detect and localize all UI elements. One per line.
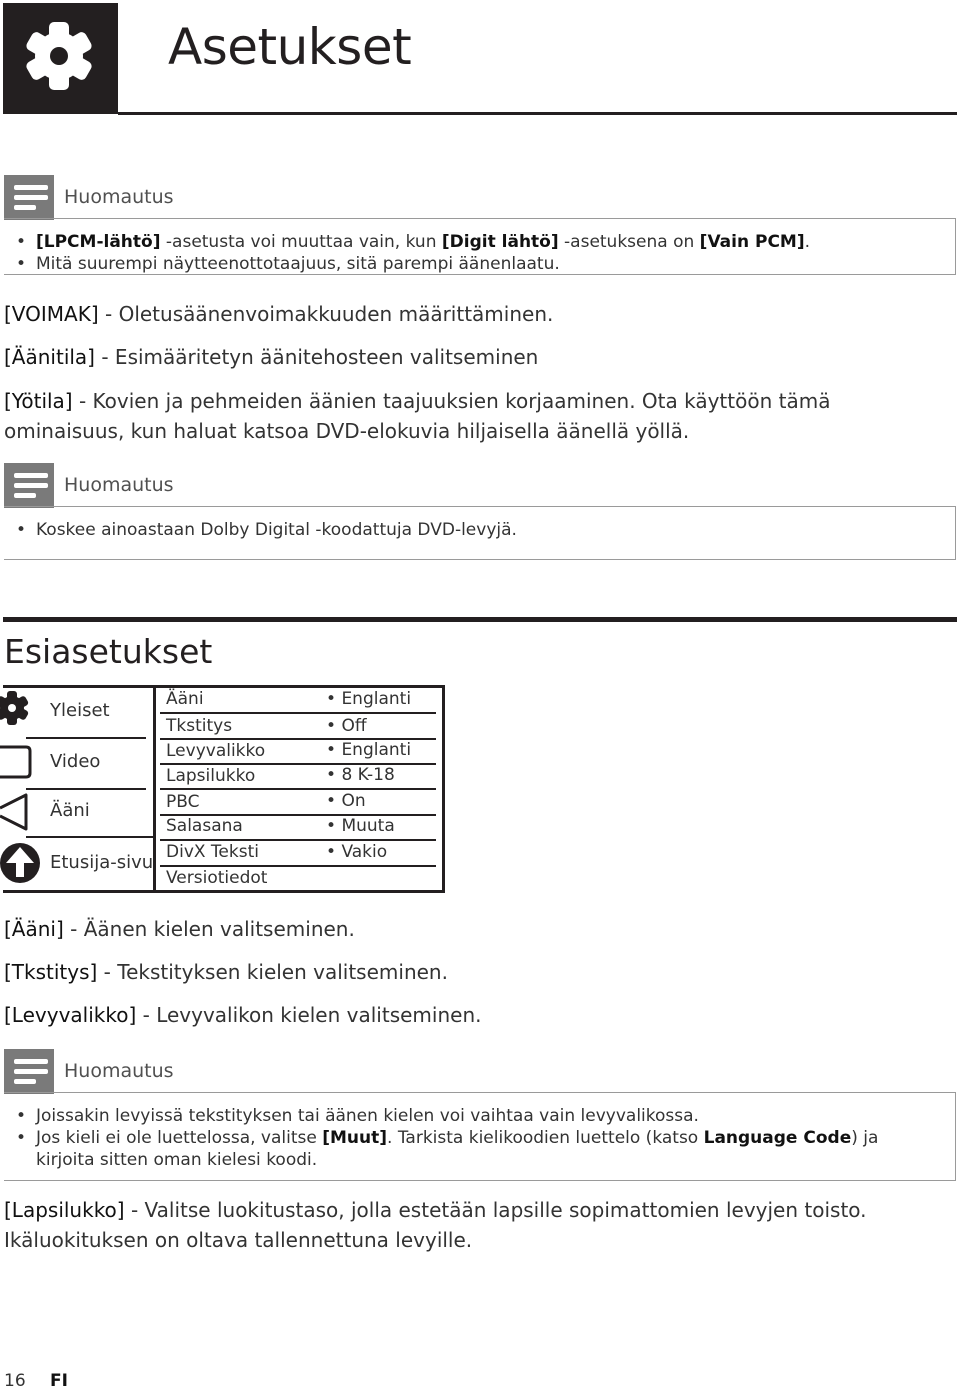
note-label: Huomautus <box>64 186 174 208</box>
note-list <box>4 231 944 275</box>
body-text: Koskee ainoastaan Dolby Digital -koodattuja DVD-levyjä. <box>36 520 517 540</box>
body-text: . <box>804 232 811 252</box>
tab-yleiset[interactable]: Yleiset <box>50 700 110 721</box>
menu-value: • Englanti <box>326 740 412 760</box>
body-text: -asetuksena on <box>558 232 700 252</box>
menu-separator <box>160 839 436 841</box>
list-item <box>4 1105 934 1127</box>
menu-item-aani[interactable]: Ääni <box>166 689 204 709</box>
list-item <box>4 253 944 275</box>
tab-etusija-sivu[interactable]: Etusija-sivu <box>50 852 154 873</box>
screen-icon <box>0 743 34 783</box>
page-number: 16 <box>4 1371 26 1391</box>
paragraph-tkstitys: [Tkstitys] - Tekstityksen kielen valitseminen. <box>4 960 448 984</box>
emphasis-text: [Vain PCM] <box>699 232 805 252</box>
menu-item-levyvalikko[interactable]: Levyvalikko <box>166 741 266 761</box>
tab-video[interactable]: Video <box>50 751 101 772</box>
section-rule <box>3 617 957 622</box>
menu-separator <box>160 788 436 790</box>
body-text: -asetusta voi muuttaa vain, kun <box>160 232 442 252</box>
paragraph-aanitila: [Äänitila] - Esimääritetyn äänitehosteen valitseminen <box>4 345 539 369</box>
note-list <box>4 519 944 541</box>
emphasis-text: Language Code <box>703 1128 852 1148</box>
speaker-icon <box>0 792 34 832</box>
body-text: Joissakin levyissä tekstityksen tai äänen kielen voi vaihtaa vain levyvalikossa. <box>36 1106 699 1126</box>
menu-value: • Off <box>326 716 367 736</box>
menu-divider <box>153 685 156 893</box>
body-text: Jos kieli ei ole luettelossa, valitse <box>36 1128 323 1148</box>
paragraph-lapsilukko: [Lapsilukko] - Valitse luokitustaso, jolla estetään lapsille sopimattomien levyjen toisto. Ikäluokituksen on oltava tallennettuna levyille. <box>4 1198 867 1252</box>
section-title: Esiasetukset <box>4 632 213 671</box>
paragraph-aani: [Ääni] - Äänen kielen valitseminen. <box>4 917 355 941</box>
list-item <box>4 519 944 541</box>
note-label: Huomautus <box>64 474 174 496</box>
note-label: Huomautus <box>64 1060 174 1082</box>
menu-value: • On <box>326 791 366 811</box>
emphasis-text: [Muut] <box>322 1128 388 1148</box>
note-icon <box>4 175 54 220</box>
language-code: FI <box>50 1371 68 1391</box>
gear-icon <box>3 3 118 114</box>
body-text: Mitä suurempi näytteenottotaajuus, sitä parempi äänenlaatu. <box>36 254 560 274</box>
menu-item-lapsilukko[interactable]: Lapsilukko <box>166 766 256 786</box>
menu-item-tkstitys[interactable]: Tkstitys <box>166 716 233 736</box>
tab-aani[interactable]: Ääni <box>50 800 90 821</box>
tab-separator <box>26 788 146 790</box>
menu-item-divx-teksti[interactable]: DivX Teksti <box>166 842 259 862</box>
list-item <box>4 1127 934 1171</box>
menu-separator <box>160 712 436 714</box>
tab-separator <box>26 836 154 838</box>
page-title: Asetukset <box>168 18 412 76</box>
list-item <box>4 231 944 253</box>
note-icon <box>4 1049 54 1094</box>
header-icon-box <box>3 3 118 114</box>
menu-item-pbc[interactable]: PBC <box>166 792 200 812</box>
gear-icon <box>0 688 34 728</box>
menu-value: • Muuta <box>326 816 395 836</box>
paragraph-voimak: [VOIMAK] - Oletusäänenvoimakkuuden määrittäminen. <box>4 302 554 326</box>
menu-value: • Englanti <box>326 689 412 709</box>
emphasis-text: [LPCM-lähtö] <box>36 232 161 252</box>
menu-value: • Vakio <box>326 842 388 862</box>
emphasis-text: [Digit lähtö] <box>441 232 559 252</box>
note-icon <box>4 463 54 508</box>
paragraph-yotila: [Yötila] - Kovien ja pehmeiden äänien taajuuksien korjaaminen. Ota käyttöön tämä ominaisuus, kun haluat katsoa DVD-elokuvia hiljaisella äänellä yöllä. <box>4 389 831 443</box>
paragraph-levyvalikko: [Levyvalikko] - Levyvalikon kielen valitseminen. <box>4 1003 482 1027</box>
body-text: . Tarkista kielikoodien luettelo (katso <box>387 1128 704 1148</box>
body-text: ) ja kirjoita sitten oman kielesi koodi. <box>36 1128 879 1170</box>
menu-item-salasana[interactable]: Salasana <box>166 816 243 836</box>
header-rule <box>118 112 957 115</box>
menu-value: • 8 K-18 <box>326 765 395 785</box>
tab-separator <box>26 737 146 739</box>
preference-icon <box>0 841 44 885</box>
menu-separator <box>160 865 436 867</box>
menu-item-versiotiedot[interactable]: Versiotiedot <box>166 868 268 888</box>
note-list <box>4 1105 934 1171</box>
